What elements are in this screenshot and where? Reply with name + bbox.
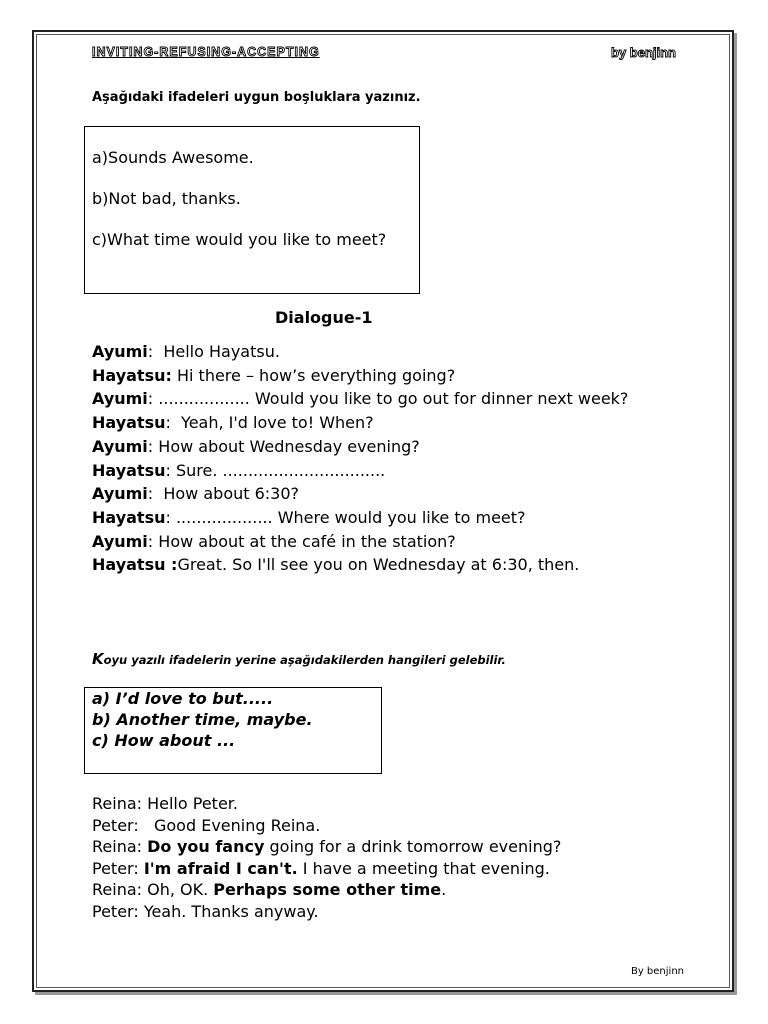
line-text: Reina:: [92, 837, 148, 856]
option-2a: a) I’d love to but.....: [92, 689, 274, 708]
speaker-name: Hayatsu: [92, 460, 166, 480]
footer-credit: By benjinn: [630, 966, 684, 977]
speaker-name: Ayumi: [92, 484, 148, 504]
options-box-1: [84, 126, 420, 294]
dialogue-line: [92, 836, 692, 858]
bold-phrase: Perhaps some other time: [213, 880, 442, 899]
option-2b: b) Another time, maybe.: [92, 710, 313, 729]
bold-phrase: Do you fancy: [147, 837, 265, 856]
speaker-name: Hayatsu: [92, 507, 166, 527]
speaker-separator: :: [147, 531, 159, 551]
worksheet-author: by benjinn: [611, 45, 676, 60]
dialogue-line: [92, 364, 692, 388]
line-text: ................... Where would you like to meet?: [175, 507, 526, 527]
line-text: .................. Would you like to go out for dinner next week?: [158, 389, 629, 409]
speaker-separator: :: [165, 460, 176, 480]
dialogue-line: [92, 482, 692, 506]
speaker-name: Ayumi: [92, 436, 148, 456]
line-text: Peter: Good Evening Reina.: [92, 815, 321, 835]
line-text: Reina: Hello Peter.: [92, 794, 238, 813]
line-text: Hello Hayatsu.: [163, 342, 280, 361]
speaker-name: Hayatsu:: [92, 365, 172, 385]
option-a: a)Sounds Awesome.: [92, 148, 254, 167]
line-text: Great. So I'll see you on Wednesday at 6:30, then.: [177, 555, 580, 575]
dialogue-2: [92, 793, 692, 922]
dialogue-line: [92, 879, 692, 901]
dialogue-line: [92, 793, 692, 815]
instruction-bold-replace: [92, 650, 506, 668]
bold-phrase: I'm afraid I can't.: [143, 858, 298, 878]
speaker-separator: :: [165, 413, 182, 433]
dialogue-line: [92, 530, 692, 554]
dialogue-line: [92, 506, 692, 530]
options-box-2: [84, 687, 382, 774]
line-text: .: [441, 880, 447, 899]
line-text: I have a meeting that evening.: [297, 858, 550, 878]
line-text: How about 6:30?: [163, 484, 300, 504]
speaker-separator: :: [147, 436, 159, 456]
instruction-rest: oyu yazılı ifadelerin yerine aşağıdakilerden hangileri gelebilir.: [103, 653, 506, 667]
dialogue-line: [92, 411, 692, 435]
speaker-name: Hayatsu: [92, 413, 166, 433]
line-text: Hi there – how’s everything going?: [176, 365, 456, 385]
speaker-separator: :: [165, 507, 176, 527]
instruction-fill-blanks: Aşağıdaki ifadeleri uygun boşluklara yazınız.: [92, 90, 421, 105]
dialogue-line: [92, 340, 692, 364]
option-c: c)What time would you like to meet?: [92, 230, 387, 249]
dialogue-line: [92, 815, 692, 837]
line-text: going for a drink tomorrow evening?: [264, 837, 562, 856]
worksheet-title: INVITING-REFUSING-ACCEPTING: [92, 45, 320, 59]
speaker-name: Ayumi: [92, 389, 148, 409]
dialogue-line: [92, 553, 692, 577]
speaker-separator: :: [147, 342, 164, 361]
speaker-separator: :: [147, 389, 159, 409]
line-text: Yeah, I'd love to! When?: [181, 413, 374, 433]
line-text: Peter:: [92, 858, 144, 878]
option-b: b)Not bad, thanks.: [92, 189, 241, 208]
speaker-name: Ayumi: [92, 531, 148, 551]
line-text: Sure. ................................: [175, 460, 386, 480]
dialogue-line: [92, 387, 692, 411]
dialogue-1: [92, 340, 692, 577]
line-text: How about Wednesday evening?: [158, 436, 420, 456]
speaker-name: Hayatsu :: [92, 555, 178, 575]
line-text: Reina: Oh, OK.: [92, 880, 214, 899]
line-text: How about at the café in the station?: [158, 531, 456, 551]
speaker-separator: :: [147, 484, 164, 504]
dialogue-line: [92, 435, 692, 459]
dialogue-line: [92, 459, 692, 483]
instruction-initial: K: [92, 650, 104, 668]
speaker-name: Ayumi: [92, 342, 148, 361]
dialogue-title: Dialogue-1: [275, 308, 373, 327]
line-text: Peter: Yeah. Thanks anyway.: [92, 901, 319, 921]
option-2c: c) How about ...: [92, 731, 236, 750]
dialogue-line: [92, 858, 692, 880]
dialogue-line: [92, 901, 692, 923]
